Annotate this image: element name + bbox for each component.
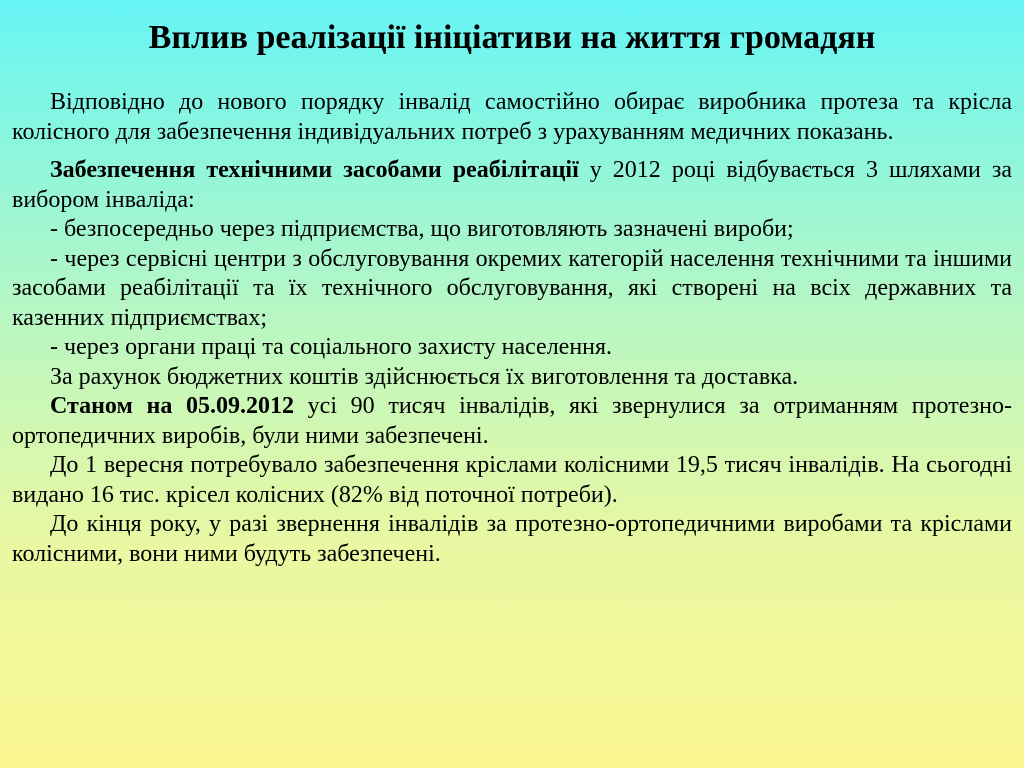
paragraph-text: До 1 вересня потребувало забезпечення кріслами колісними 19,5 тисяч інвалідів. На сьогодні видано 16 тис. крісел колісних (82% від поточної потреби). bbox=[12, 452, 1012, 508]
paragraph-text: До кінця року, у разі звернення інвалідів за протезно-ортопедичними виробами та кріслами колісними, вони ними будуть забезпечені. bbox=[12, 511, 1012, 567]
paragraph-text: - через органи праці та соціального захисту населення. bbox=[50, 334, 613, 360]
paragraph-text: - безпосередньо через підприємства, що виготовляють зазначені вироби; bbox=[50, 216, 794, 242]
paragraph-text: усі 90 тисяч інвалідів, які звернулися за отриманням протезно-ортопедичних виробів, були ними забезпечені. bbox=[12, 393, 1012, 449]
paragraph-self-selection bbox=[12, 88, 1012, 147]
paragraph-bold-lead: Забезпечення технічними засобами реабілітації bbox=[50, 157, 579, 183]
paragraph-budget-funding bbox=[12, 363, 1012, 393]
paragraph-status-date bbox=[12, 392, 1012, 451]
paragraph-year-end bbox=[12, 510, 1012, 569]
paragraph-rehabilitation-means bbox=[12, 156, 1012, 215]
paragraph-text: За рахунок бюджетних коштів здійснюється їх виготовлення та доставка. bbox=[50, 363, 799, 390]
paragraph-text: Відповідно до нового порядку інвалід самостійно обирає виробника протеза та крісла колісного для забезпечення індивідуальних потреб з урахуванням медичних показань. bbox=[12, 89, 1012, 145]
slide-title: Вплив реалізації ініціативи на життя громадян bbox=[148, 19, 876, 56]
paragraph-way-service-centers bbox=[12, 245, 1012, 334]
paragraph-text: - через сервісні центри з обслуговування окремих категорій населення технічними та іншими засобами реабілітації та їх технічного обслуговування, які створені на всіх державних та казенних підприємствах; bbox=[12, 245, 1012, 331]
paragraph-way-social-protection bbox=[12, 333, 1012, 363]
paragraph-way-enterprises bbox=[12, 215, 1012, 245]
slide-body bbox=[12, 88, 1012, 569]
paragraph-wheelchair-stats bbox=[12, 451, 1012, 510]
paragraph-text: у 2012 році відбувається 3 шляхами за вибором інваліда: bbox=[12, 157, 1013, 213]
paragraph-bold-lead: Станом на 05.09.2012 bbox=[50, 393, 294, 419]
